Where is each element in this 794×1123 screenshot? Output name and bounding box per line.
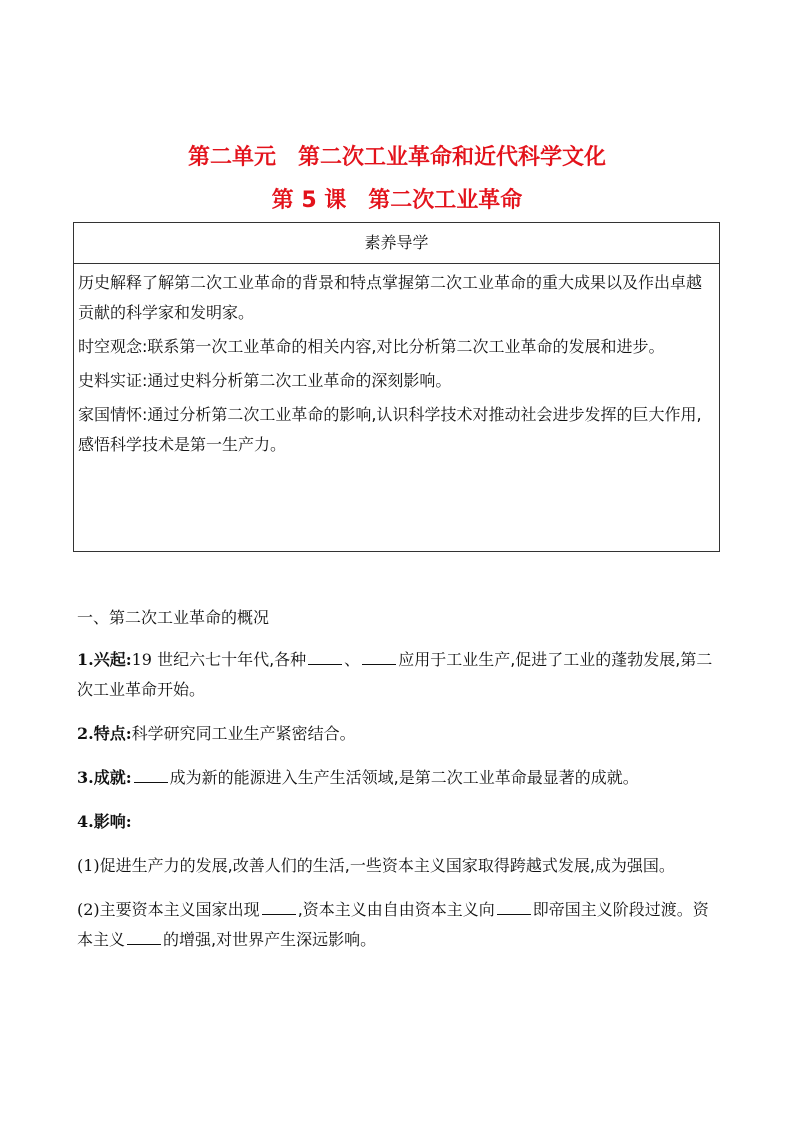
impact-point-2-text-a: 主要资本主义国家出现 [99, 900, 260, 919]
guide-item-patriotism: 家国情怀:通过分析第二次工业革命的影响,认识科学技术对推动社会进步发挥的巨大作用,感悟科学技术是第一生产力。 [78, 405, 702, 454]
feature-paragraph [77, 719, 722, 749]
feature-text: 科学研究同工业生产紧密结合。 [131, 724, 356, 743]
impact-point-1-text: 促进生产力的发展,改善人们的生活,一些资本主义国家取得跨越式发展,成为强国。 [99, 856, 675, 875]
impact-point-2-text-c: 即帝国主义阶段过渡。资本主义 [77, 900, 709, 949]
impact-point-1 [77, 851, 722, 881]
rise-paragraph [77, 645, 722, 705]
section-heading: 一、第二次工业革命的概况 [77, 608, 270, 627]
unit-title: 第二单元 第二次工业革命和近代科学文化 [187, 145, 606, 170]
blank-field[interactable] [134, 764, 168, 783]
blank-field[interactable] [308, 646, 342, 665]
impact-point-2-text-d: 的增强,对世界产生深远影响。 [163, 930, 377, 949]
rise-text-b: 应用于工业生产,促进了工业的蓬勃发展,第二次工业革命开始。 [77, 650, 713, 699]
guide-item-historical-interpretation: 历史解释了解第二次工业革命的背景和特点掌握第二次工业革命的重大成果以及作出卓越贡献的科学家和发明家。 [78, 273, 703, 322]
rise-text-a: 世纪六七十年代,各种 [151, 650, 307, 669]
guide-item-evidence: 史料实证:通过史料分析第二次工业革命的深刻影响。 [78, 371, 452, 390]
achievement-text: 成为新的能源进入生产生活领域,是第二次工业革命最显著的成就。 [169, 768, 639, 787]
rise-label: 1.兴起: [77, 650, 132, 669]
guide-item-time-space: 时空观念:联系第一次工业革命的相关内容,对比分析第二次工业革命的发展和进步。 [78, 337, 665, 356]
blank-field[interactable] [127, 926, 161, 945]
impact-point-1-number: (1) [77, 856, 100, 875]
lesson-title: 第 5 课 第二次工业革命 [271, 188, 523, 213]
impact-label: 4.影响: [77, 812, 132, 831]
main-content [77, 603, 722, 969]
rise-sep: 、 [344, 650, 361, 669]
impact-point-2-text-b: ,资本主义由自由资本主义向 [297, 900, 495, 919]
blank-field[interactable] [497, 896, 531, 915]
literacy-guide-box [73, 222, 720, 552]
impact-point-2-number: (2) [77, 900, 100, 919]
impact-point-2 [77, 895, 722, 955]
achievement-paragraph [77, 763, 722, 793]
rise-year: 19 [131, 650, 152, 669]
blank-field[interactable] [362, 646, 396, 665]
guide-box-heading: 素养导学 [74, 223, 719, 264]
achievement-label: 3.成就: [77, 768, 132, 787]
impact-heading [77, 807, 722, 837]
feature-label: 2.特点: [77, 724, 132, 743]
blank-field[interactable] [262, 896, 296, 915]
guide-box-body [74, 264, 719, 460]
